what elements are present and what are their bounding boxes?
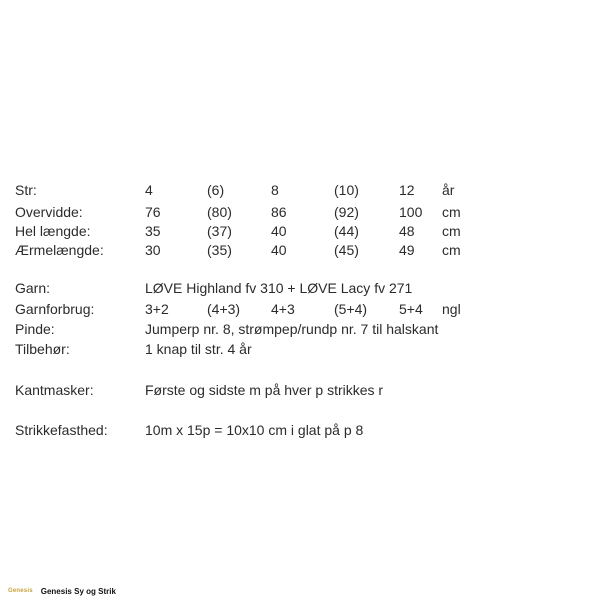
row-label: Strikkefasthed: [15, 422, 108, 438]
row-value: LØVE Highland fv 310 + LØVE Lacy fv 271 [145, 280, 413, 296]
row-label: Tilbehør: [15, 341, 70, 357]
value-cell: 4+3 [271, 301, 295, 317]
value-cell: 49 [399, 242, 415, 258]
value-cell: (35) [207, 242, 232, 258]
value-cell: 5+4 [399, 301, 423, 317]
value-cell: 4 [145, 182, 153, 198]
value-cell: 30 [145, 242, 161, 258]
unit-cell: ngl [442, 301, 461, 317]
value-cell: (5+4) [334, 301, 368, 317]
row-value: Første og sidste m på hver p strikkes r [145, 382, 384, 398]
value-cell: (6) [207, 182, 225, 198]
row-label: Str: [15, 182, 37, 198]
row-label: Garn: [15, 280, 51, 296]
value-cell: (92) [334, 204, 359, 220]
unit-cell: år [442, 182, 455, 198]
value-cell: (10) [334, 182, 359, 198]
unit-cell: cm [442, 204, 461, 220]
value-cell: (4+3) [207, 301, 241, 317]
row-label: Overvidde: [15, 204, 83, 220]
value-cell: (80) [207, 204, 232, 220]
value-cell: 76 [145, 204, 161, 220]
value-cell: (44) [334, 223, 359, 239]
value-cell: 40 [271, 242, 287, 258]
unit-cell: cm [442, 242, 461, 258]
row-label: Ærmelængde: [15, 242, 104, 258]
row-label: Pinde: [15, 321, 55, 337]
value-cell: (45) [334, 242, 359, 258]
row-value: 1 knap til str. 4 år [145, 341, 252, 357]
value-cell: 35 [145, 223, 161, 239]
value-cell: 48 [399, 223, 415, 239]
row-value: Jumperp nr. 8, strømpep/rundp nr. 7 til halskant [145, 321, 439, 337]
row-label: Hel længde: [15, 223, 91, 239]
shop-watermark [8, 583, 116, 599]
value-cell: 3+2 [145, 301, 169, 317]
shop-name: Genesis Sy og Strik [40, 586, 116, 596]
value-cell: 12 [399, 182, 415, 198]
row-value: 10m x 15p = 10x10 cm i glat på p 8 [145, 422, 364, 438]
value-cell: 100 [399, 204, 423, 220]
unit-cell: cm [442, 223, 461, 239]
genesis-logo: Genesis [8, 588, 33, 594]
row-label: Kantmasker: [15, 382, 94, 398]
value-cell: 40 [271, 223, 287, 239]
value-cell: 8 [271, 182, 279, 198]
row-label: Garnforbrug: [15, 301, 95, 317]
value-cell: (37) [207, 223, 232, 239]
value-cell: 86 [271, 204, 287, 220]
